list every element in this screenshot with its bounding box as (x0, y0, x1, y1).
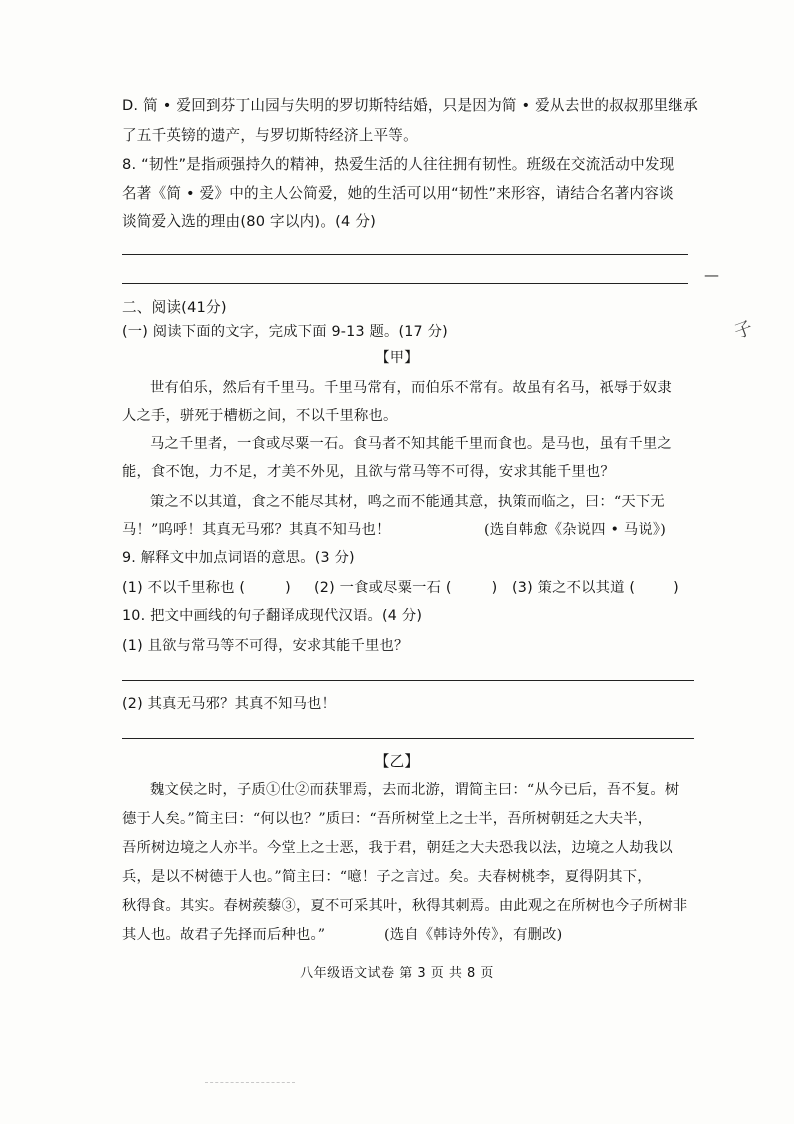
q9-item-1-close: ) (285, 580, 291, 596)
margin-dash-mark: — (704, 266, 719, 284)
q7-option-d-line1: D. 简 • 爱回到芬丁山园与失明的罗切斯特结婚，只是因为简 • 爱从去世的叔叔那里继承 (122, 97, 698, 114)
passage-a-p1-line1: 世有伯乐，然后有千里马。千里马常有，而伯乐不常有。故虽有名马，祇辱于奴隶 (150, 380, 672, 396)
sub-heading-part-one: (一) 阅读下面的文字，完成下面 9-13 题。(17 分) (122, 324, 448, 340)
passage-b-source: (选自《韩诗外传》，有删改) (384, 927, 563, 943)
q9-item-3-close: ) (673, 580, 679, 596)
passage-b-line2: 德于人矣。”简主曰：“何以也？”质曰：“吾所树堂上之士半，吾所树朝廷之大夫半， (122, 811, 653, 827)
q10-sentence-2: (2) 其真无马邪？其真不知马也！ (122, 696, 337, 712)
passage-a-p2-line2: 能，食不饱，力不足，才美不外见，且欲与常马等不可得，安求其能千里也？ (122, 464, 615, 480)
margin-score-mark: 子 (731, 317, 756, 344)
passage-a-p3-line2: 马！”呜呼！其真无马邪？其真不知马也！ (122, 522, 391, 538)
q9-prompt: 9. 解释文中加点词语的意思。(3 分) (122, 550, 355, 566)
q10-answer-line-1[interactable] (122, 680, 694, 681)
passage-b-line5: 秋得食。其实。春树蒺藜③，夏不可采其叶，秋得其刺焉。由此观之在所树也今子所树非 (122, 898, 688, 914)
passage-b-line4: 兵，是以不树德于人也。”简主曰：“噫！子之言过。矣。夫春树桃李，夏得阴其下， (122, 869, 652, 885)
passage-a-p3-line1: 策之不以其道，食之不能尽其材，鸣之而不能通其意，执策而临之，曰：“天下无 (150, 494, 665, 510)
passage-b-line3: 吾所树边境之人亦半。今堂上之士恶，我于君，朝廷之大夫恐我以法，边境之人劫我以 (122, 840, 673, 856)
q8-prompt-line3: 谈简爱入选的理由(80 字以内)。(4 分) (122, 213, 377, 230)
q10-sentence-1: (1) 且欲与常马等不可得，安求其能千里也？ (122, 638, 409, 654)
passage-a-p1-line2: 人之手，骈死于槽枥之间，不以千里称也。 (122, 408, 398, 424)
passage-a-source: (选自韩愈《杂说四 • 马说》) (484, 522, 666, 538)
q9-item-2-label: (2) 一食或尽粟一石 ( (314, 580, 452, 596)
page-footer: 八年级语文试卷 第 3 页 共 8 页 (300, 966, 494, 981)
q10-prompt: 10. 把文中画线的句子翻译成现代汉语。(4 分) (122, 608, 423, 624)
q8-answer-line-1[interactable] (122, 254, 688, 255)
q8-answer-line-2[interactable] (122, 283, 688, 284)
q9-item-2-close: ) (491, 580, 498, 596)
passage-b-line6: 其人也。故君子先择而后种也。” (122, 927, 326, 943)
passage-a-p2-line1: 马之千里者，一食或尽粟一石。食马者不知其能千里而食也。是马也，虽有千里之 (150, 436, 672, 452)
q9-item-1 (122, 578, 291, 598)
passage-b-line1: 魏文侯之时，子质①仕②而获罪焉，去而北游，谓简主曰：“从今已后，吾不复。树 (150, 782, 680, 798)
passage-b-title: 【乙】 (374, 753, 420, 770)
q8-prompt-line2: 名著《简 • 爱》中的主人公简爱，她的生活可以用“韧性”来形容，请结合名著内容谈 (122, 185, 674, 202)
passage-a-title: 【甲】 (375, 350, 419, 366)
q9-item-2 (314, 578, 497, 598)
q7-option-d-line2: 了五千英镑的遗产，与罗切斯特经济上平等。 (122, 127, 418, 144)
q10-answer-line-2[interactable] (122, 738, 694, 739)
q9-item-3 (512, 578, 679, 598)
q9-item-3-label: (3) 策之不以其道 ( (512, 580, 636, 596)
section-heading-reading: 二、阅读(41分) (122, 299, 227, 316)
q8-prompt-line1: 8. “韧性”是指顽强持久的精神，热爱生活的人往往拥有韧性。班级在交流活动中发现 (122, 156, 675, 173)
q9-item-1-label: (1) 不以千里称也 ( (122, 580, 246, 596)
scan-artifact-dash (205, 1082, 295, 1083)
